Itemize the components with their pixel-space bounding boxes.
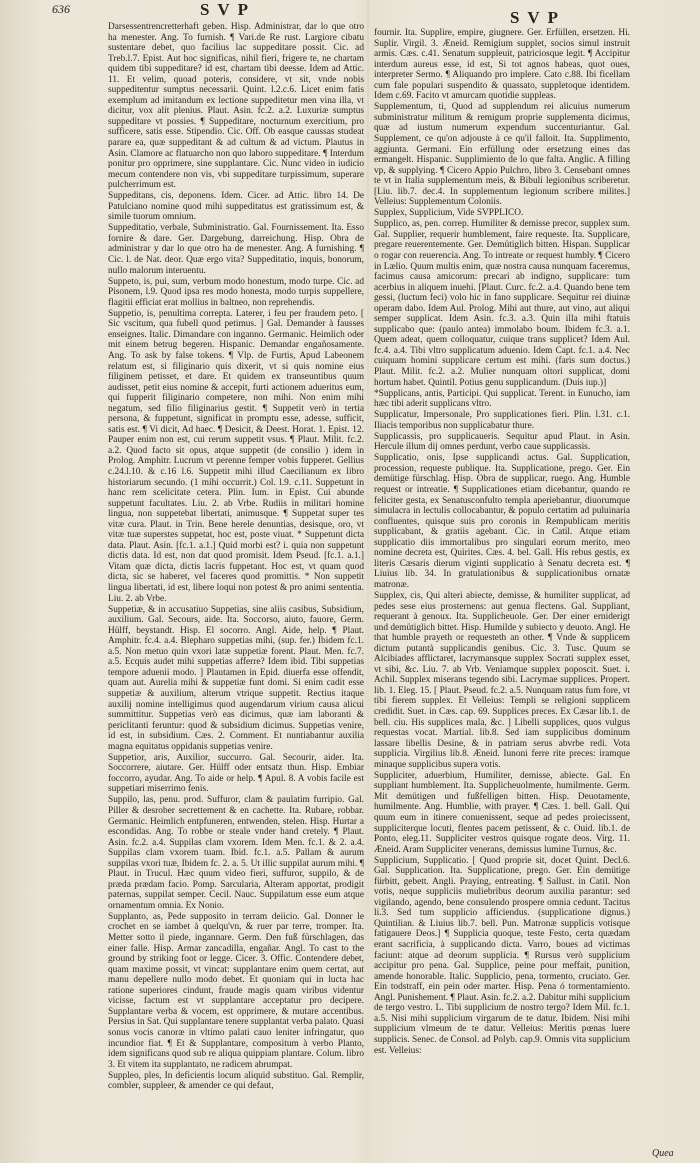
dictionary-entry: fournir. Ita. Supplire, empire, giugnere. Ger. Erfüllen, ersetzen. Hi. Suplir. Virgil. 3. Æneid. Remigium supplet, socios simul instruit armis. Cæs. c.41. Senatum suppleuit, patriciosque legit. ¶ Accipitur interdum aureus esse, id est, Si tot agnos habeas, quot oues, interpreter Sermo. ¶ Aliquando pro implere. Cato c.88. Ibi ficellam cum fale populari suspendito & quassato, suppletoque identidem. Idem c.69. Facito vt amurcam quotidie suppleas.: [374, 28, 630, 102]
dictionary-entry: Supplex, Supplicium, Vide SVPPLICO.: [374, 208, 524, 219]
running-head-right: S V P: [510, 8, 561, 27]
dictionary-entry: Suppetior, aris, Auxilior, succurro. Gal. Secourir, aider. Ita. Soccorrere, aiutare. Ger. Hülff oder entsatz thun. Hisp. Embiar foccorro, ayudar. Ang. To aide or help. ¶ Apul. 8. A vobis facile est suppetiari miserrimo fenis.: [108, 752, 364, 795]
dictionary-entry: Suppliciter, aduerbium, Humiliter, demisse, abiecte. Gal. En suppliant humblement. Ita. Supplicheuolmente, humilmente. Germ. Mit demütigen und fußfelligen bitten. Hisp. Deuotamente, humilmente. Ang. Humblie, with prayer. ¶ Cæs. 1. bell. Gall. Qui quum eum in itinere conuenissent, seque ad pedes proiecissent, suppliciterque locuti, flentes pacem petissent, & c. Ouid. lib.1. de Ponto, eleg.11. Suppliciter vestros quisque rogate deos. Virg. 11. Æneid. Aram Suppliciter venerans, demissus lumine Turnus, &c.: [374, 770, 630, 855]
catchword: Quea: [652, 1148, 674, 1159]
dictionary-entry: Supplanto, as, Pede supposito in terram deiicio. Gal. Donner le crochet en se iambet à quelqu'vn, & ruer par terre, tromper. Ita. Metter sotto il piede, ingannare. Germ. Den fuß fürschlagen, das einer falle. Hisp. Armar zancadilla, engañar. Angl. To cast to the ground by striking foot or legge. Cicer. 3. Offic. Contendere debet, quam maxime possit, vt vincat: supplantare enim quem certat, aut manu depellere nullo modo debet. Et quoniam qui in lucta hac ratione superiores cindunt, fraude magis quam viribus videntur vicisse, factum est vt supplantare acceptatur pro decipere. Supplantare verba & vocem, est opprimere, & mutare accentibus. Persius in Sat. Qui supplantare tenere supplantat verba palato. Quasi sonus vocis canoræ in vltimo palati cauo leniter infringatur, quo incundior fiat. ¶ Et & Supplantare, compositum à verbo Planto, idem significans quod sub re aliqua quippiam plantare. Colum. libro 3. Et vitem ita supplantato, ne radicem abrumpat.: [108, 911, 364, 1070]
dictionary-entry: Supplicium, Supplicatio. [ Quod proprie sit, docet Quint. Decl.6. Gal. Supplication. Ita. Supplicatione, prego. Ger. Ein demütige fürbitt, gebett. Angli. Praying, entreating. ¶ Sallust. in Catil. Non votis, neque suppliciis muliebribus deorum auxilia parantur: sed vigilando, agendo, bene consulendo prospere omnia cedunt. Tacitus li.3. Sed tum supplicio afficiendus. (supplicatione dignus.) Quintilian. & Liuius lib.7. bell. Pun. Matronæ supplicis votisque fatigauere Deos.] ¶ Supplicia quoque, teste Festo, certa quædam erant sacrificia, à supplicando dicta. Varro, boues ad victimas faciunt: atque ad deorum supplicia. ¶ Rursus verò supplicium accipitur pro pena. Gal. Supplice, peine pour meffait, punition, amende honorable. Italic. Supplicio, pena, tormento, cruciato. Ger. Ein todstraff, ein pein oder marter. Hisp. Pena ó tormentamiento. Angl. Punishement. ¶ Plaut. Asin. fc.2. a.2. Dabitur mihi supplicium de tergo vestro. L. Tibi supplicium de nostro tergo? Idem Mil. fc.1. a.5. Nisi mihi supplicium virgarum de te datur. Ibidem. Nisi mihi supplicium vlmeum de te datur. Velleius: Meritis pœnas luere supplicis. Senec. de Consol. ad Polyb. cap.9. Omnis vita supplicium est. Velleius:: [374, 855, 630, 1056]
dictionary-entry: Supplicatio, onis, Ipse supplicandi actus. Gal. Supplication, procession, requeste publique. Ita. Supplicatione, prego. Ger. Ein demütige fürschlag. Hisp. Obra de supplicar, ruego. Ang. Humble request or intreatie. ¶ Supplicationes etiam dicebantur, quando re feliciter gesta, ex Senatusconfulto templa aperiebantur, diuorumque simulacra in lectulis collocabantur, & populo certatim ad puluinaria confluentes, quisque suis pro coronis in Rempublicam meritis supplicabant, & gratiis agebant. Cic. in Catil. Atque etiam supplicatio diis immortalibus pro singulari eorum merito, meo nomine decreta est, Quirites. Cæs. 4. bel. Gall. His rebus gestis, ex literis Cæsaris dierum viginti supplicatio à Senatu decreta est. ¶ Liuius lib. 34. In gratulationibus & supplicationibus ornatæ matronæ.: [374, 453, 630, 590]
dictionary-entry: Supplicatur, Impersonale, Pro supplicationes fieri. Plin. l.31. c.1. Iliacis temporibus non supplicabatur thure.: [374, 410, 630, 431]
dictionary-entry: Suppilo, las, penu. prod. Suffuror, clam & paulatim furripio. Gal. Piller & desrober secrettement & en cachette. Ita. Rubare, robbar. Germanic. Heimlich entpfuneren, entwenden, stelen. Hisp. Hurtar a escondidas. Ang. To robbe or steale vnder hand cretely. ¶ Plaut. Asin. fc.2. a.4. Suppilas clam vxorem. Idem Men. fc.1. & 2. a.4. Suppilas clam vxorem tuam. Ibid. fc.1. a.5. Pallam & aurum suppilas vxori tuæ, Ibidem fc. 2. a. 5. Ut illic suppilat aurum mihi. ¶ Plaut. in Trucul. Hæc quum video fieri, suffuror, suppilo, & de præda prædam facio. Pomp. Sarcularia, Alteram apportat, prodigit paternas, suppilat semper. Cecil. Nauc. Suppilatum esse eum atque ornamentum omnia. Ex Nonio.: [108, 795, 364, 911]
dictionary-entry: Darsessentrencretterhaft geben. Hisp. Administrar, dar lo que otro ha menester. Ang. To furnish. ¶ Vari.de Re rust. Largiore cibatu sustentare debet, quo facilius lac suppeditare possit. Cic. ad Treb.l.7. Epist. Aut hoc significas, nihil fieri, frigere te, ne chartam quidem tibi suppeditare? id est, chartam tibi deesse. Idem ad Attic. 11. Et velim, quoad poteris, considere, vt sit, vnde nobis suppeditentur sumptus necessarii. Quint. l.2.c.6. Licet enim fatis exemplum ad imitandum ex lectione suppeditetur men vina illa, vt dicitur, vox alit plenius. Plaut. Asin. fc.2. a.2. Luxuriæ sumptus suppeditare vt possies. ¶ Suppeditare, nocturnum exercitium, pro sufficere, satis esse. Stipendio. Cic. Off. Ob easque caussas studeat parare ea, quæ suppeditant & ad cultum & ad victum. Plautus in Asin. Clamore ac flatuarcho non quo laboro suppeditare. ¶ Interdum ponitur pro opprimere, sine supplantare. Cic. Nunc video in iudicio mecum contendere non vis, vbi suppeditare turpissimum, superare pulcherrimum est.: [108, 22, 364, 191]
dictionary-entry: Suppleo, ples, In deficientis locum aliquid substituo. Gal. Remplir, combler, suppleer, & amender ce qui defaut,: [108, 1070, 364, 1092]
column-gutter: [367, 0, 369, 1163]
right-column: [374, 28, 630, 1153]
dictionary-entry: Suppetiæ, & in accusatiuo Suppetias, sine aliis casibus, Subsidium, auxilium. Gal. Secours, aide. Ita. Soccorso, aiuto, fauore, Germ. Hülff, beystandt. Hisp. El socorro. Angl. Aide, help. ¶ Plaut. Amphitr. fc.4. a.4. Blepharo suppetias mihi, (sup. fer.) Ibidem fc.1. a.5. Non metuo quin vxori latæ suppetiæ forent. Plaut. Men. fc.7. a.5. Ecquis audet mihi suppetias afferre? Idem ibid. Tibi suppetias tempore aduenii modo. ] Plautamen in Epid. diuerfa esse offendit, quam aut. Aurelia mihi & suppetiæ funt domi. Si enim cadit esse suppetiæ & auxilium, alterum vtrique suppetit. Rectius itaque auxilij nomine intelligimus quod augendarum virium causa alicui summittitur. Suppetias verò eas dicimus, quæ iam laboranti & periclitanti feruntur: quod & subsidium dicimus. Suppetias venire, id est, in subsidium. Cæs. 2. Comment. Et nuntiabantur auxilia magna equitatus oppidanis suppetias venire.: [108, 604, 364, 752]
dictionary-entry: Supplex, cis, Qui alteri abiecte, demisse, & humiliter supplicat, ad pedes sese eius prosternens: aut genua flectens. Gal. Suppliant, requerant à genoux. Ita. Supplicheuole. Ger. Der einer erniderigt und demütiglich bittet. Hisp. Humilde y subiecto y deuoto. Angl. He that humble prayeth or requesteth an other. ¶ Vnde & supplicem dictum putantà supplicandis genibus. Cic. 3. Tusc. Quum se Alcibiades afflictaret, lacrymansque supplex Socrati supplex esset, vt sibi, &c. Liu. 7. ab Vrb. Veniamque supplex poposcit. Suet. i. Achil. Supplex miserans tegendo sibi. Lacrymae supplices. Propert. lib. 1. Eleg. 15. [ Plaut. Pseud. fc.2. a.5. Nunquam ratus fum fore, vt tibi fierem supplex. Et Velleius: Templi se religioni supplicem credidit. Suet. in Cæs. cap. 69. Supplices preces. Ex Cæsar lib.1. de bell. ciu. His supplices mala, &c. ] Libelli supplices, quos vulgus requestas vocat. Martial. lib.8. Sed iam supplicibus dominum lassare libellis Desine, & in patriam serus abvrbe redi. Vota supplicia. Virgilius lib.8. Æneid. Iunoni ferre rite preces: iramque minaque supplicibus supera votis.: [374, 590, 630, 770]
dictionary-entry: *Supplicans, antis, Participi. Qui supplicat. Terent. in Eunucho, iam hæc tibi aderit supplicans vltro.: [374, 388, 630, 410]
left-column: [108, 22, 364, 1147]
dictionary-entry: Supplico, as, pen. correp. Humiliter & demisse precor, supplex sum. Gal. Supplier, requerir humblement, faire requeste. Ita. Supplicare, pregare reuerentemente. Ger. Demütiglich bitten. Hispan. Supplicar o rogar con reuerencia. Ang. To intreate or request humbly. ¶ Cicero in Lælio. Quum multis enim, quæ nostra causa nunquam faceremus, facimus causa amicorum: precari ab indigno, supplicare: tum acerbius in aliquem inuehi. [Plaut. Curc. fc.2. a.4. Quando bene tem gessi, (luctum feci) volo hic in fano supplicare. Sequitur rei diuinæ operam dabo. Idem Aul. Prolog. Mihi aut thure, aut vino, aut aliqui semper supplicat. Idem Asin. fc.3. a.3. Quin illa mihi ftatuis supplicabo que: (paulo antea) immolabo boum. Ibidem fc.3. a.1. Quem adeat, quem colloquatur, cuique trans supplicet? Idem Aul. fc.4. a.4. Tibi vltro supplicatum aduenio. Idem Capt. fc.1. a.4. Nec cuiquam homini supplicare certum est mihi. (faris sum doctus.) Plaut. Milit. fc.2. a.2. Mulier nunquam oltori supplicat, domi hortum habet. Quintil. Potius genu supplicandum. (Duis iup.)]: [374, 219, 630, 388]
running-head-left: S V P: [200, 0, 251, 19]
dictionary-entry: Suppeditatio, verbale, Subministratio. Gal. Fournissement. Ita. Esso fornire & dare. Ger. Dargebung, darreichung. Hisp. Obra de administrar y dar lo que otro ha de menester. Ang. A furnishing. ¶ Cic. l. de Nat. deor. Quæ ergo vita? Suppeditatio, inquis, bonorum, nullo malorum interuentu.: [108, 223, 364, 276]
dictionary-entry: Supplicassis, pro supplicaueris. Sequitur apud Plaut. in Asin. Hercule illum dij omnes perdunt, verbo caue supplicassis.: [374, 431, 630, 453]
dictionary-entry: Supplementum, ti, Quod ad supplendum rei alicuius numerum subministratur militum & remigum proprie supplementa dicimus, quæ ad iustum numerum expendum succenturiantur. Gal. Supplement, ce qu'on adjouste à ce qu'il falloit. Ita. Supplimento, aggiunta. Germani. Ein erfüllung oder ersetzung eines das ermangelt. Hispanic. Supplimiento de lo que falta. Anglic. A filling vp, & supplying. ¶ Cicero Appio Pulchro, libro 3. Censebant omnes te vt in Italia supplementum meis, & Bibuli legionibus scriberetur. [Liu. lib.7. dec.4. In supplementum legionum scribere milites.] Velleius: Supplementum Coloniis.: [374, 102, 630, 208]
dictionary-entry: Suppeditans, cis, deponens. Idem. Cicer. ad Attic. libro 14. De Patulciano nomine quod mihi suppeditatus est gratissimum est, & simile tuorum omnium.: [108, 191, 364, 223]
dictionary-entry: Suppeto, is, pui, sum, verbum modo honestum, modo turpe. Cic. ad Pisonem, l.9. Quod ipsa res modo honesta, modo turpis suppellere, flagitii efficiat erat mollius in baltneo, non reprehendis.: [108, 276, 364, 308]
dictionary-entry: Suppetio, is, penultima correpta. Laterer, i feu per fraudem peto. [ Sic vscitum, qua fubell quod petimus. ] Gal. Demander à fausses enseignes. Italic. Dimandare con inganno. Germanic. Heimlich oder mit einem betrug begeren. Hispanic. Demandar engañosamente. Ang. To ask by false tokens. ¶ Vlp. de Furtis, Apud Labeonem relatum est, si filiginario quis dixerit, vt si quis nomine eius filiginem petisset, et dare. Et quidem ex transeuntibus quum audisset, petit eius nomine & accepit, furti actionem adueritus eum, qui fupperit filiginario competere, non mihi. Non enim mihi negatum, sed filio filiginarius gestit. ¶ Suppetit verò in tertia persona, & fuppetunt, significat in promptu esse, adesse, sufficit, satis est. ¶ Vi dicit, Ad haec. ¶ Desicit, & Deest. Horat. 1. Epist. 12. Pauper enim non est, cui rerum suppetit vsus. ¶ Plaut. Milit. fc.2. a.2. Quod facto sit opus, atque suppetit (de consilio ) idem in Prolog. Amphitr. Lucrum vt perenne femper vobis fupperet. Gellius c.24.l.10. & c.16 l.6. Suppetit mihi illud Caecilianum ex libro historiarum secundo. (1 mihi occurrit.) Col. l.9. c.11. Suppetunt in hanc rem scelicitate cetera. Plin. Ium. in Epist. Cui abunde suppetunt facultates. Liu. 2. ab Vrbe. Rudiis in militari homine lingua, non suppetebat libertati, animusque. ¶ Suppetat super tes vitæ cura. Plaut. in Trin. Bene herele denuntias, desisque, oro, vt vitæ tuæ superstes suppetat, hoc est, poste viuat. * Suppetunt dicta data. Plaut. Asin. [fc.1. a.1.] Quid morbi est? i. quia non suppetunt dictis data. Id est, non dat quod promisit. Idem Pseud. [fc.1. a.1.] Vitam quæ dicta, dictis lacris fuppetant. Hoc est, vt quam quod dicta, sic se haberet, vel faceres quod promittis. * Non suppetit lingua libertati, id est, libere loqui non potest & pro animi sententia. Liu. 2. ab Vrbe.: [108, 308, 364, 604]
page-number: 636: [52, 2, 70, 16]
